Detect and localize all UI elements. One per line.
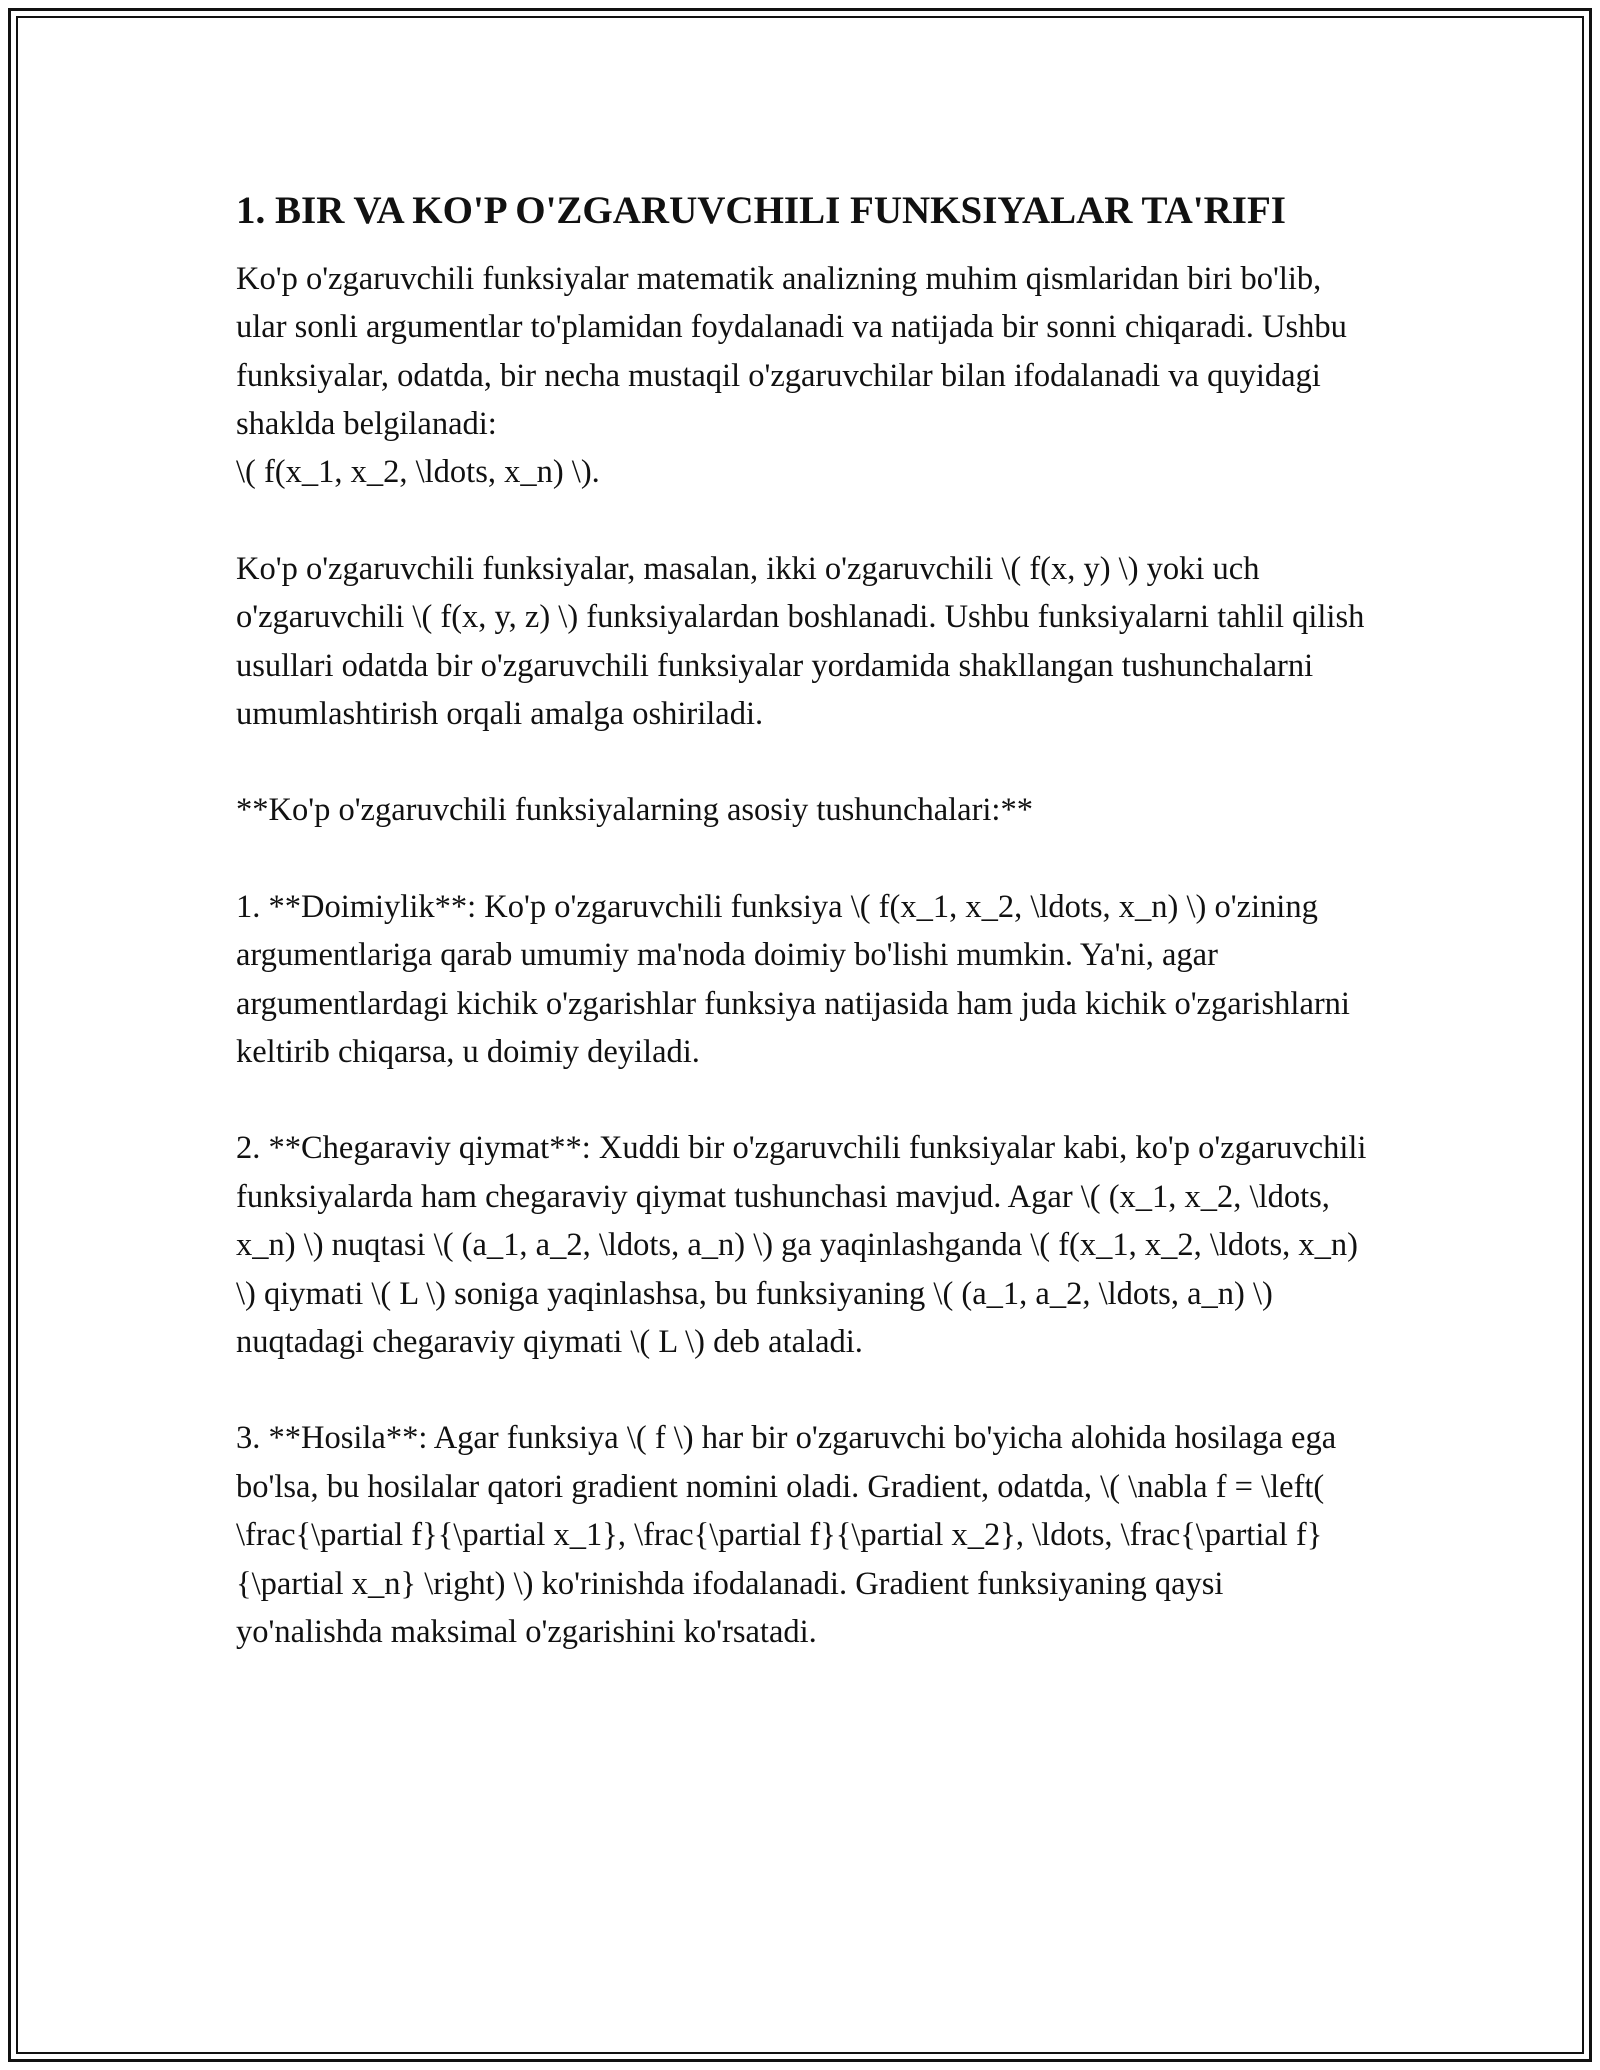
page-title: 1. BIR VA KO'P O'ZGARUVCHILI FUNKSIYALAR TA'RIFI (236, 189, 1286, 232)
paragraph-limit: 2. **Chegaraviy qiymat**: Xuddi bir o'zgaruvchili funksiyalar kabi, ko'p o'zgaruvchili funksiyalarda ham chegaraviy qiymat tushunchasi mavjud. Agar \( (x_1, x_2, \ldots, x_n) \) nuqtasi \( (a_1, a_2, \ldots, a_n) \) ga yaqinlashganda \( f(x_1, x_2, \ldots, x_n) \) qiymati \( L \) soniga yaqinlashsa, bu funksiyaning \( (a_1, a_2, \ldots, a_n) \) nuqtadagi chegaraviy qiymati \( L \) deb ataladi. (236, 1130, 1367, 1360)
document-body (236, 186, 1371, 1704)
paragraph-continuity: 1. **Doimiylik**: Ko'p o'zgaruvchili funksiya \( f(x_1, x_2, \ldots, x_n) \) o'zining argumentlariga qarab umumiy ma'noda doimiy bo'lishi mumkin. Ya'ni, agar argumentlardagi kichik o'zgarishlar funksiya natijasida ham juda kichik o'zgarishlarni keltirib chiqarsa, u doimiy deyiladi. (236, 888, 1350, 1070)
paragraph-examples: Ko'p o'zgaruvchili funksiyalar, masalan, ikki o'zgaruvchili \( f(x, y) \) yoki uch o'zgaruvchili \( f(x, y, z) \) funksiyalardan boshlanadi. Ushbu funksiyalarni tahlil qilish usullari odatda bir o'zgaruvchili funksiyalar yordamida shakllangan tushunchalarni umumlashtirish orqali amalga oshiriladi. (236, 550, 1365, 732)
paragraph-intro: Ko'p o'zgaruvchili funksiyalar matematik analizning muhim qismlaridan biri bo'lib, ular sonli argumentlar to'plamidan foydalanadi va natijada bir sonni chiqaradi. Ushbu funksiyalar, odatda, bir necha mustaqil o'zgaruvchilar bilan ifodalanadi va quyidagi shaklda belgilanadi: \( f(x_1, x_2, \ldots, x_n) \). (236, 260, 1347, 491)
paragraph-concepts-heading: **Ko'p o'zgaruvchili funksiyalarning asosiy tushunchalari:** (236, 792, 1033, 829)
paragraph-derivative: 3. **Hosila**: Agar funksiya \( f \) har bir o'zgaruvchi bo'yicha alohida hosilaga ega bo'lsa, bu hosilalar qatori gradient nomini oladi. Gradient, odatda, \( \nabla f = \left( \frac{\partial f}{\partial x_1}, \frac{\partial f}{\partial x_2}, \ldots, \frac{\partial f}{\partial x_n} \right) \) ko'rinishda ifodalanadi. Gradient funksiyaning qaysi yo'nalishda maksimal o'zgarishini ko'rsatadi. (236, 1420, 1337, 1651)
